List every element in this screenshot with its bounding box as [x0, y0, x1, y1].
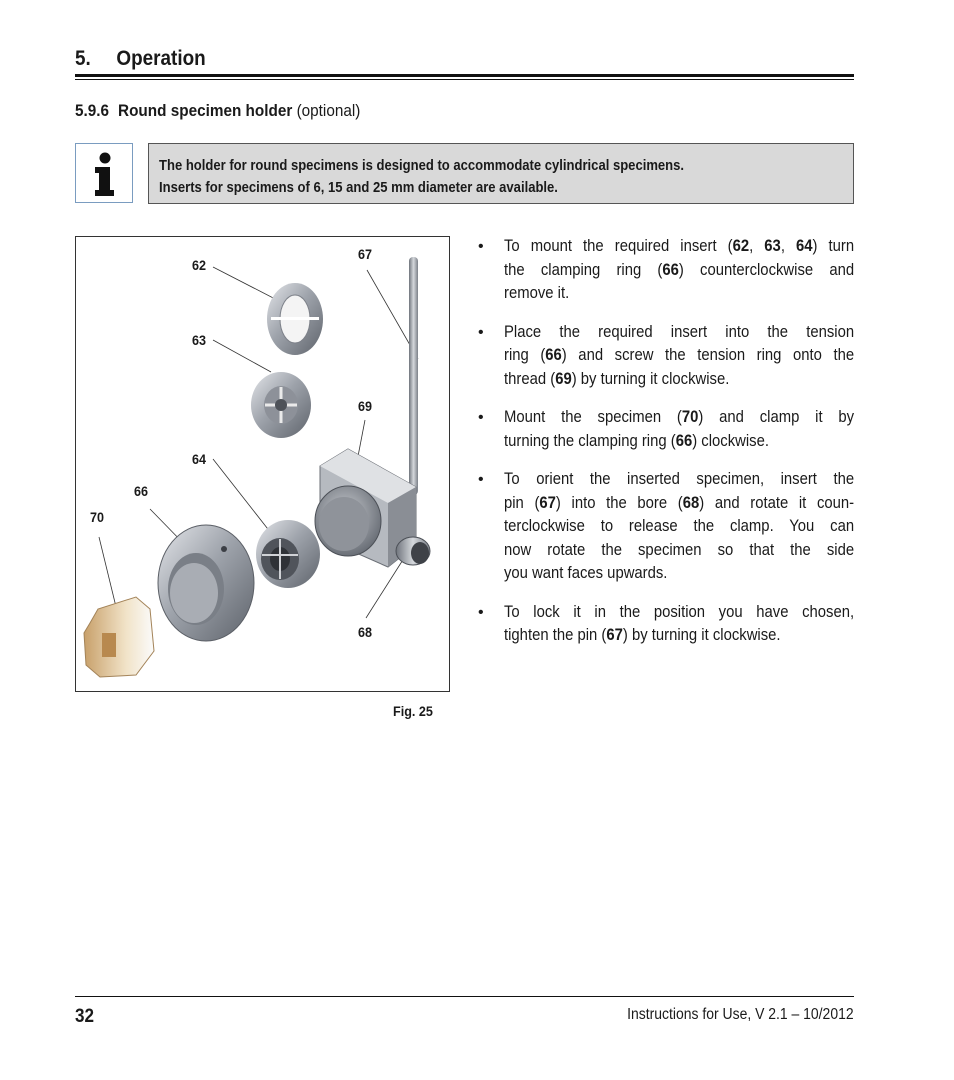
section-title: Operation: [116, 47, 206, 70]
bullet-marker: •: [478, 238, 484, 255]
item-reference-number: 68: [682, 493, 700, 512]
item-reference-number: 66: [545, 346, 562, 364]
instruction-line: [504, 468, 854, 492]
instruction-text: pin (: [504, 493, 540, 512]
bullet-marker: •: [478, 471, 484, 488]
specimen-70: [84, 597, 154, 677]
instruction-line: [504, 515, 854, 539]
instruction-line: [504, 539, 854, 563]
item-reference-number: 66: [662, 260, 679, 279]
section-heading: [75, 47, 206, 71]
info-note-line-1: The holder for round specimens is designed to accommodate cylindrical specimens.: [159, 158, 685, 174]
instruction-line: [504, 601, 854, 625]
header-rule-thin: [75, 79, 854, 80]
insert-64: [256, 520, 320, 588]
item-reference-number: 62: [732, 237, 750, 255]
instruction-text: turning the clamping ring (: [504, 431, 676, 450]
info-note-line-2: Inserts for specimens of 6, 15 and 25 mm diameter are available.: [159, 180, 558, 196]
instruction-text: thread (: [504, 369, 556, 388]
callout-66: 66: [134, 483, 149, 499]
item-reference-number: 70: [681, 408, 699, 426]
instruction-item: [478, 235, 854, 306]
instruction-text: ) and rotate it coun-: [699, 493, 855, 512]
document-version: Instructions for Use, V 2.1 – 10/2012: [627, 1006, 854, 1023]
instruction-item: [478, 601, 854, 648]
figure-25: [75, 236, 450, 692]
header-rule-thick: [75, 74, 854, 77]
instruction-text: ) clockwise.: [692, 431, 769, 450]
instruction-list: [478, 235, 854, 663]
instruction-text: tighten the pin (: [504, 626, 607, 644]
page-number: 32: [75, 1006, 95, 1027]
instruction-text: the clamping ring (: [504, 260, 663, 279]
item-reference-number: 63: [764, 237, 781, 255]
instruction-line: [504, 406, 854, 430]
instruction-text: Place the required insert into the tension: [504, 322, 855, 341]
subsection-number: 5.9.6: [75, 101, 110, 120]
callout-70: 70: [90, 509, 105, 525]
insert-62: [267, 283, 323, 355]
instruction-text: ) by turning it clockwise.: [622, 626, 781, 644]
instruction-text: remove it.: [504, 284, 570, 302]
callout-68: 68: [358, 624, 373, 640]
optional-note: (optional): [296, 101, 361, 120]
callout-69: 69: [358, 398, 373, 414]
bullet-marker: •: [478, 323, 484, 341]
instruction-text: ) turn: [812, 237, 855, 255]
instruction-text: you want faces upwards.: [504, 564, 668, 582]
bullet-marker: •: [478, 603, 484, 621]
callout-63: 63: [192, 332, 207, 348]
instruction-item: [478, 468, 854, 586]
item-reference-number: 64: [796, 237, 813, 255]
instruction-text: ) into the bore (: [555, 493, 683, 512]
instruction-text: ring (: [504, 346, 546, 364]
instruction-text: now rotate the specimen so that the side: [504, 540, 855, 559]
instruction-text: ) and clamp it by: [698, 408, 855, 426]
instruction-text: terclockwise to release the clamp. You can: [504, 517, 855, 535]
instruction-text: To mount the required insert (: [504, 237, 733, 255]
footer-rule: [75, 996, 854, 997]
instruction-line: [504, 259, 854, 283]
insert-63: [251, 372, 311, 438]
figure-caption: Fig. 25: [393, 703, 433, 719]
section-number: 5.: [75, 47, 91, 70]
instruction-text: Mount the specimen (: [504, 408, 682, 426]
pin-67: [409, 257, 418, 495]
subsection-title: Round specimen holder: [118, 101, 293, 120]
instruction-text: ) counterclockwise and: [678, 260, 855, 279]
instruction-text: To lock it in the position you have chosen,: [504, 602, 855, 621]
clamping-ring-66: [158, 525, 254, 641]
round-specimen-holder-illustration: [76, 237, 449, 691]
item-reference-number: 66: [675, 431, 693, 450]
instruction-line: [504, 321, 854, 345]
item-reference-number: 69: [555, 369, 572, 388]
subsection-heading: [75, 101, 360, 121]
instruction-item: [478, 406, 854, 453]
instruction-line: [504, 235, 854, 259]
callout-67: 67: [358, 246, 373, 262]
item-reference-number: 67: [606, 626, 623, 644]
bullet-marker: •: [478, 409, 484, 426]
instruction-text: ,: [780, 237, 797, 255]
instruction-item: [478, 321, 854, 392]
callout-62: 62: [192, 257, 207, 273]
instruction-text: ) by turning it clockwise.: [571, 369, 730, 388]
instruction-line: [504, 624, 819, 648]
info-note-box: [148, 143, 854, 204]
instruction-line: [504, 344, 854, 368]
item-reference-number: 67: [539, 493, 556, 512]
instruction-line: [504, 562, 819, 586]
callout-64: 64: [192, 451, 207, 467]
instruction-text: ,: [749, 237, 765, 255]
info-icon: [75, 143, 133, 203]
instruction-text: To orient the inserted specimen, insert the: [504, 470, 855, 488]
instruction-line: [504, 282, 819, 306]
instruction-line: [504, 492, 854, 516]
instruction-line: [504, 430, 819, 454]
instruction-text: ) and screw the tension ring onto the: [561, 346, 855, 364]
instruction-line: [504, 368, 819, 392]
